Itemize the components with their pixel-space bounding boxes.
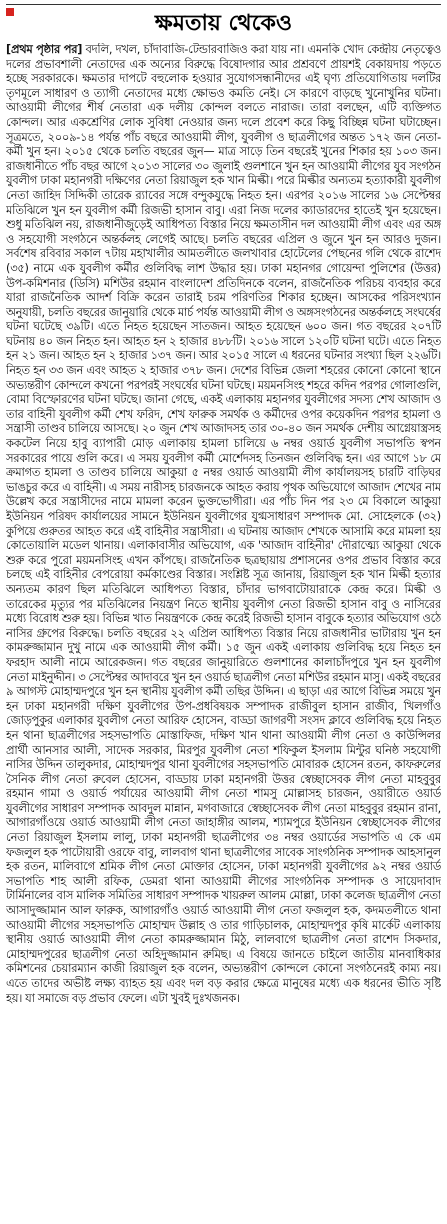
article-headline: ক্ষমতায় থেকেও (154, 10, 293, 36)
top-rule (6, 4, 441, 5)
continuation-label: [প্রথম পৃষ্ঠার পর] (6, 43, 83, 56)
article-text: বদলি, দখল, চাঁদাবাজি-টেন্ডারবাজিও করা যায় না। এমনকি খোদ কেন্দ্রীয় নেতৃত্বেও দলের প্রভাবশালী নেতাদের এক অন্যের বিরুদ্ধে বিষোদগার আর প্রশ্রবণে প্রায়শই বেকায়দায় পড়তে হচ্ছে সরকারকে। ক্ষমতার দাপটে বহুলোক হওয়ার সুযোগসন্ধানীদের এই ঘৃণ্য প্রতিযোগিতায় দলটির তৃণমূলে সাধারণ ও ত্যাগী নেতাদের মধ্যে ক্ষোভও কমতি নেই। সে কারণে বাড়ছে খুনোখুনির ঘটনা। আওয়ামী লীগের শীর্ষ নেতারা এক দলীয় কোন্দল বলতে নারাজ। তারা বলছেন, এটি ব্যক্তিগত কোন্দল। আর একশ্রেণির লোক সুবিধা নেওয়ার জন্য দলে প্রবেশ করে কিছু বিচ্ছিন্ন ঘটনা ঘটাচ্ছেন। সূত্রমতে, ২০০৯-১৪ পর্যন্ত পাঁচ বছরে আওয়ামী লীগ, যুবলীগ ও ছাত্রলীগের অন্তত ১৭২ জন নেতা-কর্মী খুন হন। ২০১৫ থেকে চলতি বছরের জুন— মাত্র সাড়ে তিন বছরেই খুনের শিকার হয় ১০৩ জন। রাজধানীতে পাঁচ বছর আগে ২০১৩ সালের ৩০ জুলাই গুলশানে খুন হন আওয়ামী লীগের যুব সংগঠন যুবলীগ ঢাকা মহানগরী দক্ষিণের নেতা রিয়াজুল হক খান মিল্কী। পরে মিল্কীর অন্যতম হত্যাকারী যুবলীগ নেতা জাহিদ সিদ্দিকী তারেক র‌্যাবের সঙ্গে বন্দুকযুদ্ধে নিহত হন। এরপর ২০১৬ সালের ১৬ সেপ্টেম্বর মতিঝিলে খুন হন যুবলীগ কর্মী রিজভী হাসান বাবু। এরা নিজ দলের ক্যাডারদের হাতেই খুন হয়েছেন। শুধু মতিঝিল নয়, রাজধানীজুড়েই আধিপত্য বিস্তার নিয়ে ক্ষমতাসীন দল আওয়ামী লীগ এবং এর অঙ্গ ও সহযোগী সংগঠনে অন্তর্কলহ লেগেই আছে। চলতি বছরের এপ্রিল ও জুনে খুন হন আরও দুজন। সর্বশেষ রবিবার সকাল ৭টায় মহাখালীর আমতলীতে জলখাবার হোটেলের পেছনের গলি থেকে রাশেদ (৩৫) নামে এক যুবলীগ কর্মীর গুলিবিদ্ধ লাশ উদ্ধার হয়। ঢাকা মহানগর গোয়েন্দা পুলিশের (উত্তর) উপ-কমিশনার (ডিসি) মশিউর রহমান বাংলাদেশ প্রতিদিনকে বলেন, রাজনৈতিক পরিচয় ব্যবহার করে যারা রাজনৈতিক আদর্শ বিক্রি করেন তারাই চরম পরিণতির শিকার হচ্ছেন। আসকের পরিসংখ্যান অনুযায়ী, চলতি বছরের জানুয়ারি থেকে মার্চ পর্যন্ত আওয়ামী লীগ ও অঙ্গসংগঠনের অন্তর্কলহে সংঘর্ষের ঘটনা ঘটেছে ৩৯টি। এতে নিহত হয়েছেন সাতজন। আহত হয়েছেন ৬০০ জন। গত বছরের ২০৭টি ঘটনায় ৪০ জন নিহত হন। আহত হন ২ হাজার ৪৮৮টি। ২০১৬ সালে ১২০টি ঘটনা ঘটে। এতে নিহত হন ২১ জন। আহত হন ২ হাজার ১৩৭ জন। আর ২০১৫ সালে এ ধরনের ঘটনার সংখ্যা ছিল ২২৬টি। নিহত হন ৩৩ জন এবং আহত ২ হাজার ৩৭৮ জন। দেশের বিভিন্ন জেলা শহরের কোনো কোনো স্থানে অভ্যন্তরীণ কোন্দলে কখনো পরপরই সংঘর্ষের ঘটনা ঘটছে। ময়মনসিংহ শহরে কদিন পরপর গোলাগুলি, বোমা বিস্ফোরণের ঘটনা ঘটছে। জানা গেছে, একই এলাকায় মহানগর যুবলীগের সদস্য শেখ আজাদ ও তার বাহিনী যুবলীগ কর্মী শেখ ফরিদ, শেখ ফারুক সমর্থক ও কর্মীদের ওপর কয়েকদিন পরপর হামলা ও সন্ত্রাসী তাণ্ডব চালিয়ে আসছে। ২০ জুন শেখ আজাদসহ তার ৩০-৪০ জন সমর্থক দেশীয় আগ্নেয়াস্ত্রসহ ককটেল নিয়ে হাবু ব্যাপারী মোড় এলাকায় হামলা চালিয়ে ৬ নম্বর ওয়ার্ড যুবলীগ সভাপতি স্বপন সরকারের পায়ে গুলি করে। এ সময় যুবলীগ কর্মী মোর্শেদসহ তিনজন গুলিবিদ্ধ হন। এর আগে ১৮ মে ক্রমাগত হামলা ও তাণ্ডব চালিয়ে আকুয়া ৫ নম্বর ওয়ার্ড আওয়ামী লীগ কার্যালয়সহ চারটি বাড়িঘর ভাঙচুর করে এ বাহিনী। এ সময় নারীসহ চারজনকে আহত করায় পৃথক অভিযোগে আজাদ শেখের নাম উল্লেখ করে সন্ত্রাসীদের নামে মামলা করেন ভুক্তভোগীরা। এর পাঁচ দিন পর ২৩ মে বিকালে আকুয়া ইউনিয়ন পরিষদ কার্যালয়ের সামনে ইউনিয়ন যুবলীগের যুগ্মসাধারণ সম্পাদক মো. সোহেলকে (৩২) কুপিয়ে গুরুতর আহত করে এই বাহিনীর সন্ত্রাসীরা। এ ঘটনায় আজাদ শেখকে আসামি করে মামলা হয় কোতোয়ালি মডেল থানায়। এলাকাবাসীর অভিযোগ, এক 'আজাদ বাহিনীর' দৌরাত্ম্যে আকুয়া থেকে শুরু করে পুরো ময়মনসিংহ এখন কাঁপছে। রাজনৈতিক ছত্রছায়ায় প্রশাসনের ওপর প্রভাব বিস্তার করে চলছে এই বাহিনীর বেপরোয়া কর্মকাণ্ডের বিস্তার। সংশ্লিষ্ট সূত্র জানায়, রিয়াজুল হক খান মিল্কী হত্যার অন্যতম কারণ ছিল মতিঝিলে আধিপত্য বিস্তার, চাঁদার ভাগবাটোয়ারাকে কেন্দ্র করে। মিল্কী ও তারেকের মৃত্যুর পর মতিঝিলের নিয়ন্ত্রণ নিতে স্থানীয় যুবলীগ নেতা রিজভী হাসান বাবু ও নাসিরের মধ্যে বিরোধ শুরু হয়। বিভিন্ন খাত নিয়ন্ত্রণকে কেন্দ্র করেই রিজভী হাসান বাবুকে হত্যার অভিযোগ ওঠে নাসির গ্রুপের বিরুদ্ধে। চলতি বছরের ২২ এপ্রিল আধিপত্য বিস্তার নিয়ে রাজধানীর ভাটারায় খুন হন কামরুজ্জামান দুখু নামে এক আওয়ামী লীগ কর্মী। ১৫ জুন একই এলাকায় গুলিবিদ্ধ হয়ে নিহত হন ফরহাদ আলী নামে আরেকজন। গত বছরের জানুয়ারিতে গুলশানের কালাচাঁদপুরে খুন হন যুবলীগ নেতা মাইনুদ্দীন। ৩ সেপ্টেম্বর আদাবরে খুন হন ওয়ার্ড ছাত্রলীগ নেতা মশিউর রহমান মাসু। একই বছরের ৯ আগস্ট মোহাম্মদপুরে খুন হন স্থানীয় যুবলীগ কর্মী তছির উদ্দিন। এ ছাড়া এর আগে বিভিন্ন সময়ে খুন হন ঢাকা মহানগরী দক্ষিণ যুবলীগের উপ-প্রধবিষয়ক সম্পাদক রাজীবুল হাসান রাজীব, খিলগাঁও জোড়পুকুর এলাকার যুবলীগ নেতা আরিফ হোসেন, বাড্ডা জাগরণী সংসদ ক্লাবে গুলিবিদ্ধ হয়ে নিহত হন থানা ছাত্রলীগের সহসভাপতি মোস্তাফিজ, দক্ষিণ খান থানা আওয়ামী লীগ নেতা ও কাউন্সিলর প্রার্থী আনসার আলী, সাদেক সরকার, মিরপুর যুবলীগ নেতা শফিকুল ইসলাম মিন্টুর ঘনিষ্ঠ সহযোগী নাসির উদ্দিন তালুকদার, মোহাম্মদপুর থানা যুবলীগের সহসভাপতি মোবারক হোসেন রতন, কাফরুলের সৈনিক লীগ নেতা রুবেল হোসেন, বাড্ডায় ঢাকা মহানগরী উত্তর স্বেচ্ছাসেবক লীগ নেতা মাহবুবুর রহমান গামা ও ওয়ার্ড পর্যায়ের আওয়ামী লীগ নেতা শামসু মোল্লাসহ চারজন, ওয়ারীতে ওয়ার্ড যুবলীগের সাধারণ সম্পাদক আবদুল মান্নান, মগবাজারে স্বেচ্ছাসেবক লীগ নেতা মাহবুবুর রহমান রানা, আগারগাঁওয়ে ওয়ার্ড আওয়ামী লীগ নেতা জাহাঙ্গীর আলম, শ্যামপুরে ইউনিয়ন স্বেচ্ছাসেবক লীগের নেতা রিয়াজুল ইসলাম লালু, ঢাকা মহানগরী ছাত্রলীগের ৩৪ নম্বর ওয়ার্ডের সভাপতি এ কে এম ফজলুল হক পাটোয়ারী ওরফে বাবু, লালবাগ থানা ছাত্রলীগের সাবেক সাংগঠনিক সম্পাদক আহসানুল হক রতন, মালিবাগে শ্রমিক লীগ নেতা মোক্তার হোসেন, ঢাকা মহানগরী যুবলীগের ৯২ নম্বর ওয়ার্ড সভাপতি শাহ আলী রফিক, ডেমরা থানা আওয়ামী লীগের সাংগঠনিক সম্পাদক ও সায়েদাবাদ টার্মিনালের বাস মালিক সমিতির সাধারণ সম্পাদক খায়রুল আলম মোল্লা, ঢাকা কলেজ ছাত্রলীগ নেতা আসাদুজ্জামান আল ফারুক, আগারগাঁও ওয়ার্ড আওয়ামী লীগ নেতা ফজলুল হক, কদমতলীতে থানা আওয়ামী লীগের সহসভাপতি মোহাম্মদ উল্লাহ ও তার গাড়িচালক, মোহাম্মদপুর কৃষি মার্কেট এলাকায় স্থানীয় ওয়ার্ড আওয়ামী লীগ নেতা কামরুজ্জামান মিঠু, লালবাগে ছাত্রলীগ নেতা রাশেদ সিকদার, মোহাম্মদপুরের ছাত্রলীগ নেতা অহিদুজ্জামান রুমিছ। এ বিষয়ে জানতে চাইলে জাতীয় মানবাধিকার কমিশনের চেয়ারম্যান কাজী রিয়াজুল হক বলেন, অভ্যন্তরীণ কোন্দলে কোনো সংগঠনেরই কাম্য নয়। এতে তাদের অভীষ্ট লক্ষ্য ব্যাহত হয় এবং দল বড় করার ক্ষেত্রে মানুষের মধ্যে এক ধরনের ভীতি সৃষ্টি হয়। যা সমাজে বড় প্রভাব ফেলে। এটা খুবই দুঃখজনক। (6, 43, 441, 1005)
article-body (6, 43, 441, 1219)
